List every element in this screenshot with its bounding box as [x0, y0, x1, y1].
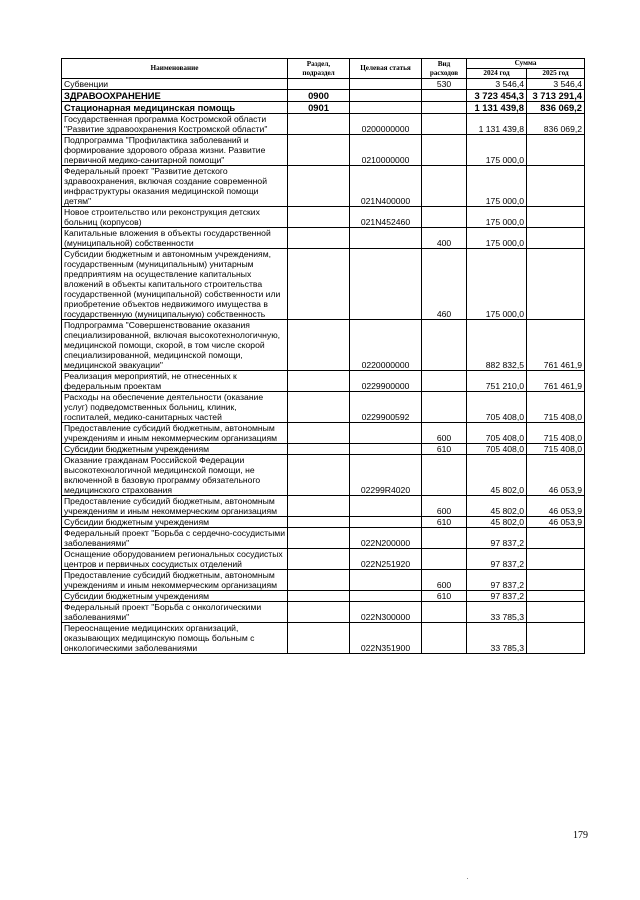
scan-dot: [467, 878, 468, 879]
cell-section: [288, 549, 350, 570]
cell-y2024: 45 802,0: [467, 496, 527, 517]
cell-target: [350, 570, 422, 591]
cell-target: [350, 79, 422, 90]
cell-section: [288, 528, 350, 549]
cell-section: [288, 166, 350, 207]
cell-name: Федеральный проект "Развитие детского здравоохранения, включая создание современной инфраструктуры оказания медицинской помощи детям": [62, 166, 288, 207]
cell-kind: 530: [422, 79, 467, 90]
cell-name: Федеральный проект "Борьба с онкологическими заболеваниями": [62, 602, 288, 623]
cell-section: [288, 517, 350, 528]
cell-y2024: 705 408,0: [467, 444, 527, 455]
cell-name: Стационарная медицинская помощь: [62, 102, 288, 114]
table-row: [62, 207, 585, 228]
cell-y2025: 46 053,9: [527, 455, 585, 496]
cell-y2024: 705 408,0: [467, 392, 527, 423]
cell-y2025: 715 408,0: [527, 444, 585, 455]
cell-name: Государственная программа Костромской области "Развитие здравоохранения Костромской области": [62, 114, 288, 135]
table-row: [62, 591, 585, 602]
cell-y2025: 715 408,0: [527, 392, 585, 423]
table-row: [62, 528, 585, 549]
cell-name: Субсидии бюджетным учреждениям: [62, 591, 288, 602]
cell-y2025: 46 053,9: [527, 496, 585, 517]
cell-y2024: 882 832,5: [467, 320, 527, 371]
table-row: [62, 135, 585, 166]
cell-target: 0229900592: [350, 392, 422, 423]
cell-kind: [422, 90, 467, 102]
cell-name: Расходы на обеспечение деятельности (оказание услуг) подведомственных больниц, клиник, госпиталей, медико-санитарных частей: [62, 392, 288, 423]
cell-section: [288, 207, 350, 228]
cell-target: [350, 444, 422, 455]
cell-name: Предоставление субсидий бюджетным, автономным учреждениям и иным некоммерческим организациям: [62, 496, 288, 517]
cell-name: Субсидии бюджетным и автономным учреждениям, государственным (муниципальным) унитарным предприятиям на осуществление капитальных вложений в объекты капитального строительства государственной (муниципальной) собственности или приобретение объектов недвижимого имущества в государственную (муниципальную) собственность: [62, 249, 288, 320]
cell-target: 022N251920: [350, 549, 422, 570]
table-row: [62, 602, 585, 623]
table-row: [62, 517, 585, 528]
cell-y2025: [527, 207, 585, 228]
cell-kind: 400: [422, 228, 467, 249]
cell-section: [288, 423, 350, 444]
cell-target: [350, 423, 422, 444]
cell-y2025: [527, 166, 585, 207]
cell-y2025: [527, 623, 585, 654]
header-name: Наименование: [62, 59, 288, 79]
cell-kind: [422, 623, 467, 654]
cell-y2024: 97 837,2: [467, 570, 527, 591]
cell-kind: [422, 602, 467, 623]
cell-target: 021N452460: [350, 207, 422, 228]
table-row: [62, 423, 585, 444]
cell-name: Подпрограмма "Совершенствование оказания специализированной, включая высокотехнологичную, медицинской помощи, скорой, в том числе скорой специализированной, медицинской помощи, медицинской эвакуации": [62, 320, 288, 371]
page-number: 179: [573, 830, 588, 841]
cell-section: [288, 135, 350, 166]
cell-kind: 600: [422, 496, 467, 517]
cell-target: [350, 228, 422, 249]
cell-section: [288, 320, 350, 371]
table-row: [62, 166, 585, 207]
cell-target: [350, 102, 422, 114]
cell-y2024: 3 546,4: [467, 79, 527, 90]
cell-target: 021N400000: [350, 166, 422, 207]
cell-name: Субвенции: [62, 79, 288, 90]
cell-y2024: 1 131 439,8: [467, 114, 527, 135]
table-row: [62, 90, 585, 102]
cell-target: 02299R4020: [350, 455, 422, 496]
table-row: [62, 444, 585, 455]
cell-y2025: [527, 249, 585, 320]
cell-target: [350, 496, 422, 517]
cell-section: [288, 371, 350, 392]
cell-kind: 610: [422, 444, 467, 455]
cell-y2025: [527, 135, 585, 166]
cell-name: Реализация мероприятий, не отнесенных к федеральным проектам: [62, 371, 288, 392]
cell-name: Подпрограмма "Профилактика заболеваний и формирование здорового образа жизни. Развитие первичной медико-санитарной помощи": [62, 135, 288, 166]
cell-y2025: [527, 602, 585, 623]
cell-y2024: 175 000,0: [467, 135, 527, 166]
cell-section: [288, 392, 350, 423]
cell-y2025: [527, 591, 585, 602]
cell-target: [350, 249, 422, 320]
cell-y2024: 175 000,0: [467, 249, 527, 320]
cell-y2025: 761 461,9: [527, 371, 585, 392]
cell-section: [288, 228, 350, 249]
table-row: [62, 496, 585, 517]
cell-y2024: 33 785,3: [467, 623, 527, 654]
cell-section: [288, 114, 350, 135]
table-row: [62, 549, 585, 570]
cell-section: 0901: [288, 102, 350, 114]
table-body: [62, 79, 585, 654]
table-row: [62, 455, 585, 496]
table-row: [62, 392, 585, 423]
cell-target: 022N300000: [350, 602, 422, 623]
cell-kind: [422, 114, 467, 135]
cell-kind: [422, 549, 467, 570]
cell-y2025: 3 713 291,4: [527, 90, 585, 102]
cell-y2024: 33 785,3: [467, 602, 527, 623]
header-kind: Вид расходов: [422, 59, 467, 79]
cell-target: 0220000000: [350, 320, 422, 371]
header-target: Целевая статья: [350, 59, 422, 79]
cell-y2024: 751 210,0: [467, 371, 527, 392]
cell-section: [288, 249, 350, 320]
cell-kind: [422, 455, 467, 496]
cell-y2024: 175 000,0: [467, 166, 527, 207]
table-row: [62, 320, 585, 371]
cell-section: [288, 591, 350, 602]
cell-target: 0200000000: [350, 114, 422, 135]
header-sum: Сумма: [467, 59, 585, 69]
cell-kind: [422, 207, 467, 228]
cell-target: 022N200000: [350, 528, 422, 549]
cell-section: [288, 570, 350, 591]
cell-section: [288, 623, 350, 654]
table-row: [62, 371, 585, 392]
header-2024: 2024 год: [467, 69, 527, 79]
cell-kind: [422, 102, 467, 114]
cell-target: 022N351900: [350, 623, 422, 654]
cell-y2025: [527, 570, 585, 591]
cell-y2024: 97 837,2: [467, 549, 527, 570]
cell-section: 0900: [288, 90, 350, 102]
cell-target: [350, 90, 422, 102]
cell-name: Оснащение оборудованием региональных сосудистых центров и первичных сосудистых отделений: [62, 549, 288, 570]
cell-target: 0229900000: [350, 371, 422, 392]
cell-section: [288, 79, 350, 90]
cell-y2024: 1 131 439,8: [467, 102, 527, 114]
header-2025: 2025 год: [527, 69, 585, 79]
cell-kind: [422, 320, 467, 371]
cell-kind: 460: [422, 249, 467, 320]
cell-y2025: 836 069,2: [527, 114, 585, 135]
table-row: [62, 114, 585, 135]
cell-kind: 600: [422, 423, 467, 444]
header-section: Раздел, подраздел: [288, 59, 350, 79]
cell-name: ЗДРАВООХРАНЕНИЕ: [62, 90, 288, 102]
cell-y2025: [527, 528, 585, 549]
table-row: [62, 249, 585, 320]
cell-y2024: 45 802,0: [467, 455, 527, 496]
table-row: [62, 102, 585, 114]
cell-y2024: 3 723 454,3: [467, 90, 527, 102]
cell-section: [288, 444, 350, 455]
table-row: [62, 79, 585, 90]
cell-y2025: [527, 549, 585, 570]
cell-name: Переоснащение медицинских организаций, оказывающих медицинскую помощь больным с онкологическими заболеваниями: [62, 623, 288, 654]
cell-y2025: 3 546,4: [527, 79, 585, 90]
cell-kind: [422, 135, 467, 166]
table-row: [62, 228, 585, 249]
cell-name: Новое строительство или реконструкция детских больниц (корпусов): [62, 207, 288, 228]
cell-kind: [422, 392, 467, 423]
cell-kind: [422, 528, 467, 549]
cell-kind: 610: [422, 591, 467, 602]
cell-section: [288, 455, 350, 496]
cell-y2024: 175 000,0: [467, 207, 527, 228]
cell-y2024: 45 802,0: [467, 517, 527, 528]
cell-y2024: 705 408,0: [467, 423, 527, 444]
cell-y2025: [527, 228, 585, 249]
cell-y2024: 175 000,0: [467, 228, 527, 249]
cell-target: [350, 517, 422, 528]
cell-name: Субсидии бюджетным учреждениям: [62, 517, 288, 528]
cell-name: Субсидии бюджетным учреждениям: [62, 444, 288, 455]
cell-kind: [422, 371, 467, 392]
cell-kind: [422, 166, 467, 207]
cell-section: [288, 496, 350, 517]
cell-y2025: 761 461,9: [527, 320, 585, 371]
cell-target: [350, 591, 422, 602]
cell-name: Федеральный проект "Борьба с сердечно-сосудистыми заболеваниями": [62, 528, 288, 549]
cell-name: Капитальные вложения в объекты государственной (муниципальной) собственности: [62, 228, 288, 249]
cell-name: Оказание гражданам Российской Федерации высокотехнологичной медицинской помощи, не включенной в базовую программу обязательного медицинского страхования: [62, 455, 288, 496]
cell-y2025: 715 408,0: [527, 423, 585, 444]
budget-table: [61, 58, 585, 654]
cell-target: 0210000000: [350, 135, 422, 166]
cell-name: Предоставление субсидий бюджетным, автономным учреждениям и иным некоммерческим организациям: [62, 423, 288, 444]
cell-y2025: 46 053,9: [527, 517, 585, 528]
cell-y2024: 97 837,2: [467, 591, 527, 602]
cell-name: Предоставление субсидий бюджетным, автономным учреждениям и иным некоммерческим организациям: [62, 570, 288, 591]
table-row: [62, 570, 585, 591]
cell-kind: 610: [422, 517, 467, 528]
cell-kind: 600: [422, 570, 467, 591]
cell-section: [288, 602, 350, 623]
table-row: [62, 623, 585, 654]
cell-y2025: 836 069,2: [527, 102, 585, 114]
cell-y2024: 97 837,2: [467, 528, 527, 549]
